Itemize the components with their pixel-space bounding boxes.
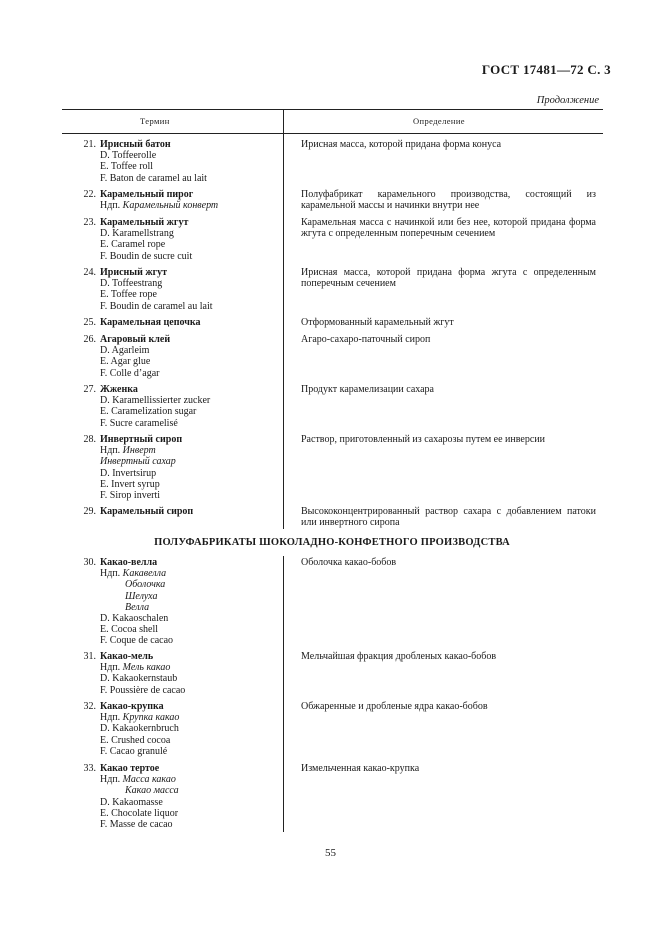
translation: E. Invert syrup: [100, 478, 160, 490]
deprecated-term: Ндп. Крупка какао: [100, 712, 180, 724]
translation: E. Toffee rope: [100, 289, 157, 301]
deprecated-term: Ндп. Мель какао: [100, 662, 171, 674]
entry-number: 29.: [83, 506, 96, 517]
translation: F. Sirop inverti: [100, 490, 161, 502]
definition-cell: Оболочка какао-бобов: [301, 557, 397, 568]
term-cell: [62, 557, 282, 647]
translation: E. Caramelization sugar: [100, 406, 197, 418]
translation: F. Sucre caramelisé: [100, 417, 178, 429]
translation: D. Invertsirup: [100, 467, 157, 479]
definition-cell: Карамельная масса с начинкой или без нее, которой придана форма жгута с определенным поперечным сечением: [301, 217, 596, 240]
page-number: 55: [325, 847, 336, 859]
term-title: Какао-мель: [100, 651, 154, 662]
entry-number: 25.: [83, 317, 96, 328]
translation: E. Agar glue: [100, 356, 151, 368]
entry-number: 27.: [83, 384, 96, 395]
section-title: ПОЛУФАБРИКАТЫ ШОКОЛАДНО-КОНФЕТНОГО ПРОИЗВОДСТВА: [154, 537, 510, 548]
entry-number: 31.: [83, 651, 96, 662]
entry-number: 23.: [83, 217, 96, 228]
translation: D. Toffeestrang: [100, 278, 163, 290]
translation: F. Boudin de sucre cuit: [100, 250, 193, 262]
definition-cell: Продукт карамелизации сахара: [301, 384, 434, 395]
table-top-rule: [62, 109, 603, 110]
term-cell: [62, 189, 282, 211]
entry-number: 21.: [83, 139, 96, 150]
translation: D. Kakaokernstaub: [100, 673, 178, 685]
entry-number: 30.: [83, 557, 96, 568]
term-title: Какао тертое: [100, 763, 160, 774]
term-cell: [62, 317, 282, 328]
term-title: Агаровый клей: [100, 334, 171, 345]
term-cell: [62, 434, 282, 501]
definition-cell: Измельченная какао-крупка: [301, 763, 420, 774]
continued-label: Продолжение: [536, 95, 599, 106]
deprecated-term: Ндп. Карамельный конверт: [100, 200, 219, 212]
term-title: Карамельный сироп: [100, 506, 194, 517]
entry-number: 26.: [83, 334, 96, 345]
definition-cell: Агаро-сахаро-паточный сироп: [301, 334, 431, 345]
translation: D. Karamellstrang: [100, 228, 174, 240]
translation: D. Toffeerolle: [100, 150, 157, 162]
translation: E. Caramel rope: [100, 239, 166, 251]
term-title: Карамельный пирог: [100, 189, 194, 200]
column-divider: [283, 556, 284, 832]
term-title: Инвертный сироп: [100, 434, 183, 445]
entry-number: 28.: [83, 434, 96, 445]
deprecated-term: Какао масса: [125, 785, 179, 797]
definition-cell: Ирисная масса, которой придана форма жгута с определенным поперечным сечением: [301, 267, 596, 290]
deprecated-term: Инвертный сахар: [100, 456, 176, 468]
definition-cell: Раствор, приготовленный из сахарозы путем ее инверсии: [301, 434, 546, 445]
term-cell: [62, 701, 282, 757]
deprecated-term: Ндп. Инверт: [100, 445, 156, 457]
term-cell: [62, 139, 282, 184]
entry-number: 32.: [83, 701, 96, 712]
term-title: Карамельная цепочка: [100, 317, 201, 328]
table-header-rule: [62, 133, 603, 134]
term-cell: [62, 217, 282, 262]
definition-cell: Мельчайшая фракция дробленых какао-бобов: [301, 651, 497, 662]
deprecated-term: Велла: [125, 601, 150, 613]
term-cell: [62, 267, 282, 312]
term-title: Какао-крупка: [100, 701, 164, 712]
page-header: ГОСТ 17481—72 С. 3: [481, 62, 611, 77]
column-header-definition: Определение: [413, 116, 465, 126]
term-cell: [62, 334, 282, 379]
deprecated-term: Оболочка: [125, 579, 166, 591]
entry-number: 24.: [83, 267, 96, 278]
term-title: Жженка: [100, 384, 138, 395]
translation: D. Agarleim: [100, 345, 150, 357]
term-cell: [62, 651, 282, 696]
translation: F. Poussière de cacao: [100, 684, 186, 696]
translation: E. Cocoa shell: [100, 624, 159, 636]
definition-cell: Ирисная масса, которой придана форма конуса: [301, 139, 502, 150]
translation: E. Chocolate liquor: [100, 807, 179, 819]
translation: F. Coque de cacao: [100, 635, 174, 647]
translation: D. Kakaoschalen: [100, 613, 169, 625]
translation: D. Kakaomasse: [100, 796, 163, 808]
definition-cell: Обжаренные и дробленые ядра какао-бобов: [301, 701, 488, 712]
translation: F. Boudin de caramel au lait: [100, 300, 213, 312]
entry-number: 33.: [83, 763, 96, 774]
term-cell: [62, 384, 282, 429]
translation: F. Cacao granulé: [100, 745, 168, 757]
term-title: Какао-велла: [100, 557, 158, 568]
deprecated-term: Шелуха: [125, 590, 158, 602]
translation: E. Toffee roll: [100, 161, 154, 173]
entry-number: 22.: [83, 189, 96, 200]
translation: D. Karamellissierter zucker: [100, 395, 211, 407]
translation: F. Masse de cacao: [100, 819, 173, 831]
term-cell: [62, 506, 282, 517]
definition-cell: Полуфабрикат карамельного производства, состоящий из карамельной массы и начинки внутри нее: [301, 189, 596, 212]
translation: F. Colle d’agar: [100, 367, 160, 379]
deprecated-term: Ндп. Какавелла: [100, 568, 167, 580]
translation: F. Baton de caramel au lait: [100, 172, 207, 184]
term-title: Ирисный жгут: [100, 267, 168, 278]
translation: E. Crushed cocoa: [100, 734, 171, 746]
deprecated-term: Ндп. Масса какао: [100, 774, 176, 786]
definition-cell: Высококонцентрированный раствор сахара с добавлением патоки или инвертного сиропа: [301, 506, 596, 529]
column-header-term: Термин: [140, 116, 170, 126]
translation: D. Kakaokernbruch: [100, 723, 179, 735]
definition-cell: Отформованный карамельный жгут: [301, 317, 454, 328]
term-title: Ирисный батон: [100, 139, 171, 150]
term-title: Карамельный жгут: [100, 217, 189, 228]
term-cell: [62, 763, 282, 830]
column-divider: [283, 109, 284, 529]
